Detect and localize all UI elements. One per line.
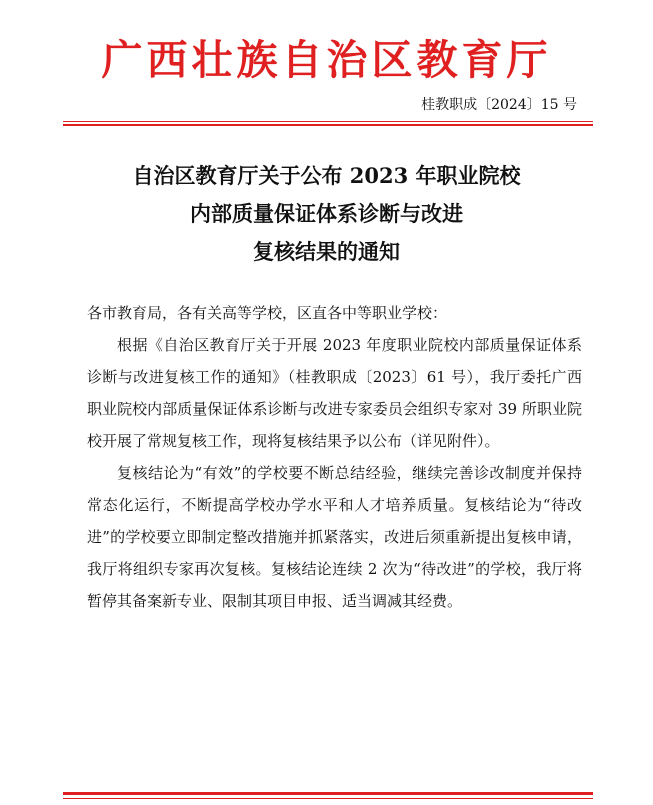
- document-number: 桂教职成〔2024〕15 号: [421, 97, 577, 113]
- notice-title: [40, 157, 613, 271]
- notice-body: [87, 297, 582, 617]
- addressee-line: 各市教育局，各有关高等学校，区直各中等职业学校：: [87, 304, 448, 322]
- footer-divider-thin: [63, 798, 593, 799]
- footer-divider-thick: [63, 792, 593, 795]
- notice-title-line: 自治区教育厅关于公布 2023 年职业院校: [132, 163, 521, 188]
- header-divider-thin: [63, 121, 593, 122]
- notice-title-line: 内部质量保证体系诊断与改进: [190, 201, 463, 226]
- header-divider-thick: [63, 124, 593, 126]
- notice-title-line: 复核结果的通知: [253, 239, 400, 264]
- body-paragraph: 复核结论为“有效”的学校要不断总结经验，继续完善诊改制度并保持常态化运行，不断提高学校办学水平和人才培养质量。复核结论为“待改进”的学校要立即制定整改措施并抓紧落实，改进后须重新提出复核申请，我厅将组织专家再次复核。复核结论连续 2 次为“待改进”的学校，我厅将暂停其备案新专业、限制其项目申报、适当调减其经费。: [87, 464, 582, 610]
- body-paragraph: 根据《自治区教育厅关于开展 2023 年度职业院校内部质量保证体系诊断与改进复核工作的通知》（桂教职成〔2023〕61 号），我厅委托广西职业院校内部质量保证体系诊断与改进专家委员会组织专家对 39 所职业院校开展了常规复核工作，现将复核结果予以公布（详见附件）。: [87, 336, 582, 450]
- issuing-organization: 广西壮族自治区教育厅: [101, 36, 552, 84]
